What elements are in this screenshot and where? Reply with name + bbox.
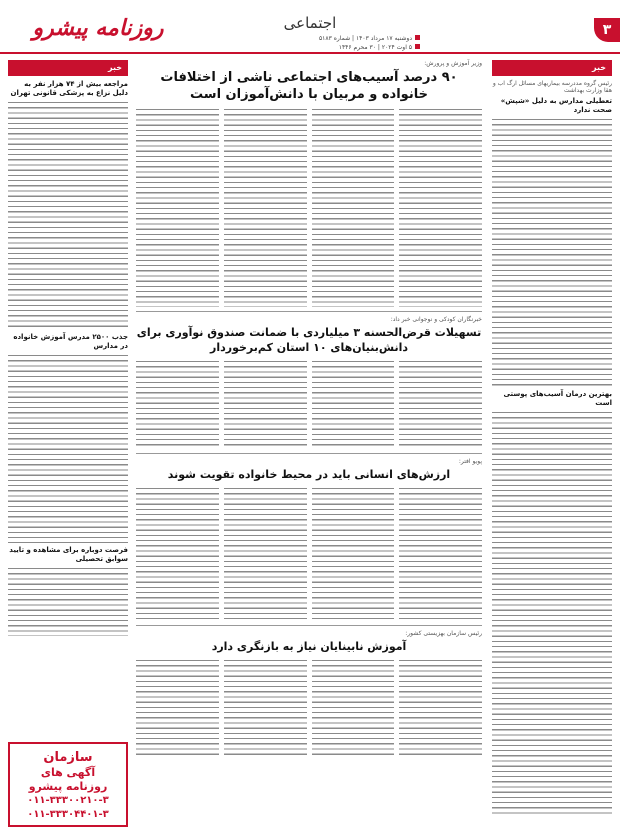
divider <box>136 625 482 626</box>
right-news-column <box>492 60 612 827</box>
left-item2-title: جذب ۲۵۰۰ مدرس آموزش خانواده در مدارس <box>13 333 128 350</box>
text-block <box>399 359 482 449</box>
right-item1-lead: رئیس گروه مددرسه بیماریهای مسائل ارگ اب و هقا وزارت بهداشت <box>492 80 612 94</box>
date-line-1: دوشنبه ۱۷ مرداد ۱۴۰۳ | شماره ۵۱۸۳ <box>318 35 412 42</box>
ad-box <box>8 742 128 827</box>
section-title: اجتماعی <box>283 14 337 32</box>
right-item1-title: تعطیلی مدارس به دلیل «شپش» صحت ندارد <box>500 97 612 114</box>
ad-phone1: ۰۱۱-۳۳۳۰۰۲۱۰-۳ <box>27 795 109 806</box>
text-block <box>312 658 395 758</box>
a3-title: ارزش‌های انسانی باید در محیط خانواده تقویت شوند <box>167 468 451 481</box>
text-block <box>399 107 482 307</box>
a4-kicker: رئیس سازمان بهزیستی کشور: <box>405 630 482 637</box>
text-block <box>492 117 612 387</box>
a3-body <box>136 486 482 621</box>
a2-body <box>136 359 482 449</box>
date-meta <box>319 34 420 52</box>
text-block <box>8 566 128 636</box>
a3-kicker: پویو افتر: <box>458 458 482 465</box>
a1-title: ۹۰ درصد آسیب‌های اجتماعی ناشی از اختلافات خانواده و مربیان با دانش‌آموزان است <box>160 70 458 102</box>
a2-kicker: خبرنگاران کودکی و نوجوانی خبر داد: <box>390 316 482 323</box>
ad-phone2: ۰۱۱-۳۳۳۰۴۴۰۱-۳ <box>27 809 109 820</box>
a4-title: آموزش نابینایان نیاز به بازنگری دارد <box>211 640 407 653</box>
text-block <box>399 486 482 621</box>
left-news-column <box>8 60 128 827</box>
text-block <box>224 486 307 621</box>
text-block <box>224 359 307 449</box>
a1-body <box>136 107 482 307</box>
a1-kicker: وزیر آموزش و پرورش: <box>424 60 482 67</box>
text-block <box>136 486 219 621</box>
newspaper-logo: روزنامه پیشرو <box>32 15 164 41</box>
text-block <box>136 107 219 307</box>
main-articles <box>136 60 482 827</box>
divider <box>136 453 482 454</box>
ad-line2: آگهی های <box>40 766 96 779</box>
ad-line3: روزنامه پیشرو <box>28 780 108 793</box>
text-block <box>492 410 612 815</box>
text-block <box>224 658 307 758</box>
date-line-2: ۵ اوت ۲۰۲۴ | ۳۰ محرم ۱۴۴۶ <box>338 44 412 51</box>
right-item2-title: بهترین درمان آسیب‌های پوستی است <box>503 390 612 407</box>
text-block <box>312 359 395 449</box>
left-item3-title: فرصت دوباره برای مشاهده و تایید سوابق تحصیلی <box>9 546 128 563</box>
text-block <box>399 658 482 758</box>
text-block <box>136 359 219 449</box>
text-block <box>8 100 128 330</box>
text-block <box>312 107 395 307</box>
ad-line1: سازمان <box>43 750 93 765</box>
a2-title: تسهیلات قرض‌الحسنه ۳ میلیاردی با ضمانت صندوق نوآوری برای دانش‌بنیان‌های ۱۰ استان کم‌برخوردار <box>136 326 482 354</box>
right-tag: خبر <box>492 60 612 76</box>
divider <box>136 311 482 312</box>
left-tag: خبر <box>8 60 128 76</box>
text-block <box>312 486 395 621</box>
left-item1-title: مراجعه بیش از ۷۴ هزار نفر به دلیل نزاع به پزشکی قانونی تهران <box>10 80 128 97</box>
header-rule <box>0 52 620 54</box>
text-block <box>224 107 307 307</box>
text-block <box>136 658 219 758</box>
page-header <box>0 0 620 52</box>
a4-body <box>136 658 482 758</box>
page-number: ۳ <box>594 18 620 42</box>
text-block <box>8 353 128 543</box>
